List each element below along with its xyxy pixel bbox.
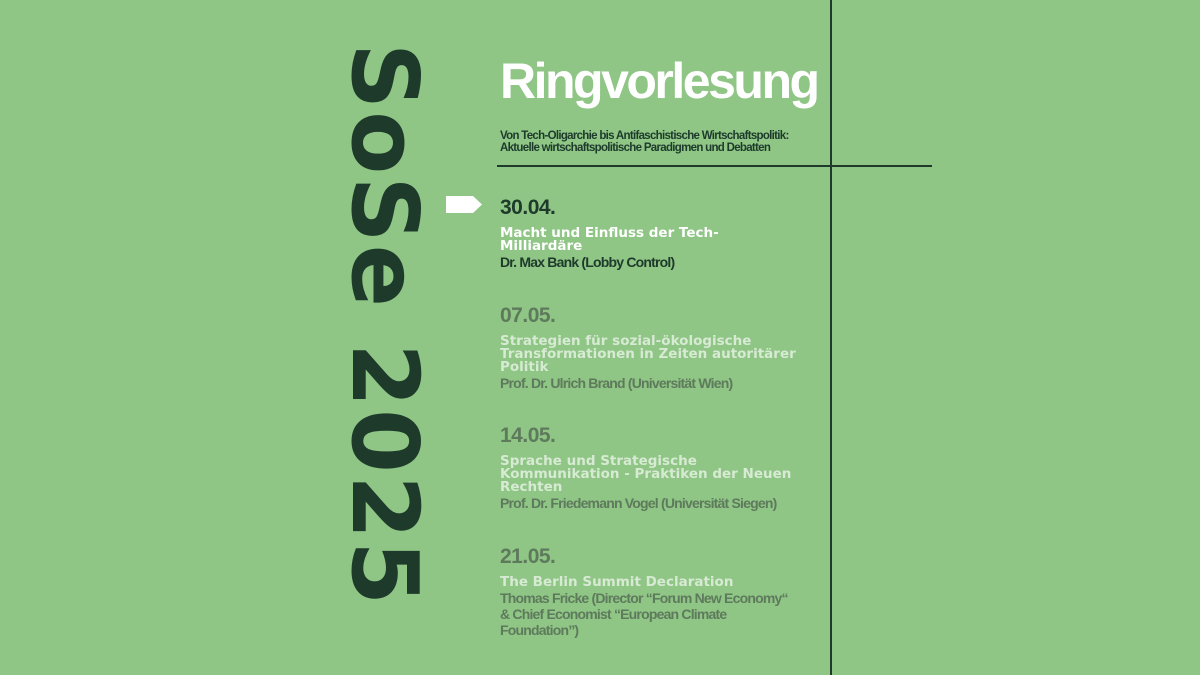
event-title [500,227,840,253]
event-speaker-line: Foundation”) [500,622,579,638]
event-title-line: Sprache und Strategische [500,453,697,469]
event-title [500,335,840,374]
event-item-4 [500,546,840,638]
semester-title: SoSe 2025 [331,42,438,608]
event-speaker [500,495,840,511]
event-item-3 [500,425,840,511]
page-title: Ringvorlesung [500,53,818,109]
event-speaker-line: Dr. Max Bank (Lobby Control) [500,254,675,270]
event-title [500,576,840,589]
event-title-line: Rechten [500,479,563,495]
event-title-line: The Berlin Summit Declaration [500,574,734,590]
subtitle-line: Von Tech-Oligarchie bis Antifaschistische Wirtschaftspolitik: [500,130,789,142]
event-speaker-line: & Chief Economist “European Climate [500,606,727,622]
event-speaker [500,590,840,638]
subtitle-line: Aktuelle wirtschaftspolitische Paradigmen und Debatten [500,142,771,154]
event-date: 14.05. [500,424,556,447]
event-date: 21.05. [500,545,556,568]
event-date: 07.05. [500,304,556,327]
event-title [500,455,840,494]
event-title-line: Transformationen in Zeiten autoritärer [500,346,796,362]
arrow-tag-icon [446,196,482,213]
event-item-1 [500,197,840,270]
event-speaker-line: Thomas Fricke (Director “Forum New Economy“ [500,590,788,606]
event-item-2 [500,305,840,391]
event-title-line: Macht und Einfluss der Tech- [500,225,719,241]
event-title-line: Kommunikation - Praktiken der Neuen [500,466,792,482]
page-subtitle [500,130,830,154]
event-speaker-line: Prof. Dr. Friedemann Vogel (Universität Siegen) [500,495,777,511]
event-date: 30.04. [500,196,556,219]
event-speaker [500,375,840,391]
event-title-line: Politik [500,359,549,375]
event-title-line: Milliardäre [500,238,583,254]
header-divider [497,165,932,167]
event-speaker-line: Prof. Dr. Ulrich Brand (Universität Wien) [500,375,733,391]
event-speaker [500,254,840,270]
event-title-line: Strategien für sozial-ökologische [500,333,752,349]
